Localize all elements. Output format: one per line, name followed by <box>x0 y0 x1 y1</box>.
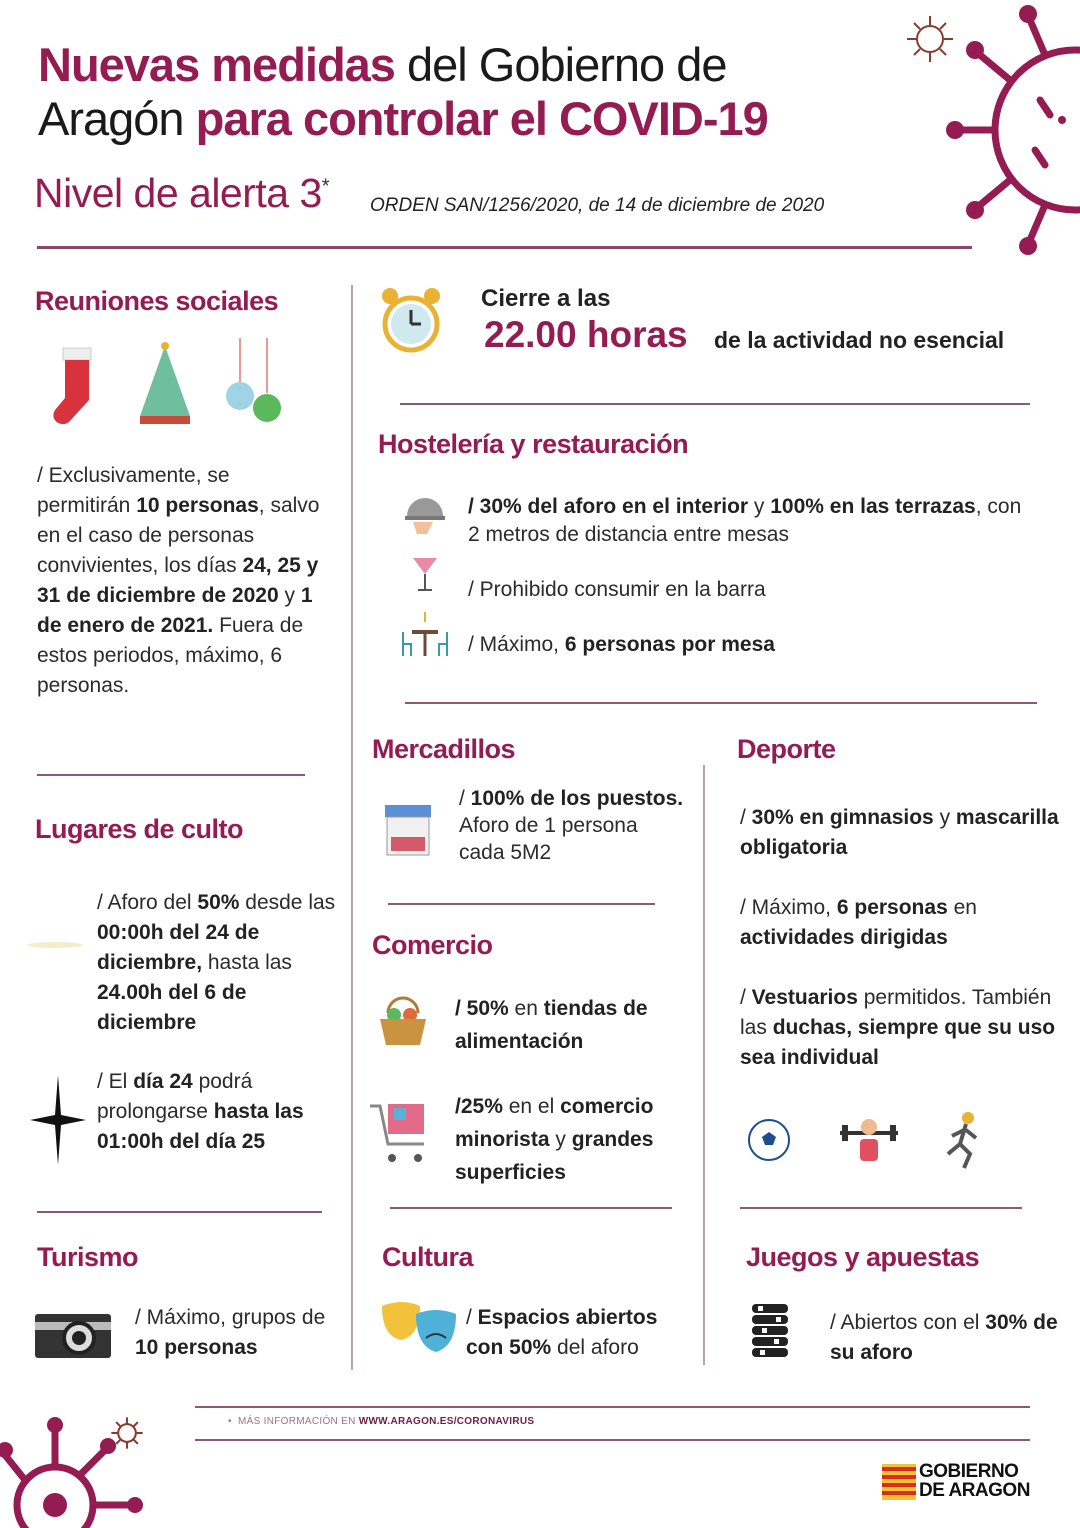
text-segment: / <box>740 986 752 1009</box>
column-divider-left <box>351 285 353 1370</box>
bullet: • <box>228 1416 232 1427</box>
logo-line-2: DE ARAGON <box>919 1480 1030 1501</box>
mercadillos-text <box>459 785 684 866</box>
bold-text: comercio minorista <box>455 1095 654 1151</box>
more-info <box>228 1416 534 1427</box>
reuniones-text <box>37 461 327 701</box>
text-segment: / <box>740 806 752 829</box>
heading-comercio: Comercio <box>372 930 493 960</box>
text-segment: / El <box>97 1070 134 1093</box>
bold-text: hasta las 01:00h del día 25 <box>97 1100 304 1153</box>
bold-text: Espacios abiertos con 50% <box>466 1306 658 1359</box>
casino-chips-icon <box>748 1300 792 1358</box>
closing-suffix: de la actividad no esencial <box>714 327 1005 353</box>
hosteleria-item-mesa <box>468 630 1038 660</box>
bold-text: / 50% <box>455 997 509 1020</box>
cloche-icon <box>403 490 447 536</box>
cultura-text <box>466 1303 696 1363</box>
footer-divider-bottom <box>195 1439 1030 1441</box>
divider <box>388 903 655 905</box>
runner-icon <box>942 1110 982 1170</box>
more-info-prefix: MÁS INFORMACIÓN EN <box>237 1416 359 1427</box>
text-segment: y <box>748 495 771 518</box>
logo-line-1: GOBIERNO <box>919 1461 1019 1482</box>
footer-divider-top <box>195 1406 1030 1408</box>
christmas-ornament-icon <box>225 338 285 428</box>
text-segment: en el <box>502 1095 561 1118</box>
heading-hosteleria: Hostelería y restauración <box>378 429 689 459</box>
title-line-2 <box>38 92 768 146</box>
comercio-item-minorista <box>455 1090 700 1189</box>
text-segment: , salvo en el caso de personas convivientes, los días <box>37 494 320 577</box>
text-segment: Aforo de 1 persona cada 5M2 <box>459 814 638 864</box>
more-info-link[interactable]: WWW.ARAGON.ES/CORONAVIRUS <box>358 1416 535 1427</box>
juegos-text <box>830 1308 1060 1368</box>
text-segment: del Gobierno de <box>394 38 727 91</box>
text-segment: Fuera de estos periodos, máximo, 6 personas. <box>37 614 304 697</box>
bold-text: 100% de los puestos. <box>470 787 684 810</box>
aragon-flag-icon <box>882 1464 916 1500</box>
star-icon <box>30 1075 86 1165</box>
bold-text: duchas, siempre que su uso sea individual <box>740 1016 1056 1069</box>
bold-text: 30% en gimnasios <box>751 806 934 829</box>
bold-text: 24, 25 y 31 de diciembre de 2020 <box>37 554 319 607</box>
bold-text: Vestuarios <box>751 986 858 1009</box>
table-chairs-icon <box>400 612 450 658</box>
bold-text: para controlar el COVID-19 <box>195 92 768 145</box>
bold-text: 10 personas <box>135 1336 258 1359</box>
bold-text: mascarilla obligatoria <box>740 806 1059 859</box>
bold-text: 50% <box>197 891 240 914</box>
bold-text: 6 personas por mesa <box>564 633 775 656</box>
bold-text: grandes superficies <box>455 1128 654 1184</box>
bold-text: actividades dirigidas <box>740 926 948 949</box>
deporte-item-vestuarios <box>740 983 1060 1073</box>
hosteleria-item-aforo <box>468 493 1038 549</box>
hosteleria-item-barra <box>468 575 1038 605</box>
comercio-item-alimentacion <box>455 992 695 1058</box>
christmas-tree-icon <box>135 338 195 428</box>
bold-text: 00:00h del 24 de diciembre, <box>97 921 260 974</box>
text-segment: podrá prolongarse <box>97 1070 253 1123</box>
heading-deporte: Deporte <box>737 734 836 764</box>
alert-asterisk: * <box>321 175 330 198</box>
shopping-cart-icon <box>368 1100 432 1166</box>
bold-text: tiendas de alimentación <box>455 997 648 1053</box>
order-reference: ORDEN SAN/1256/2020, de 14 de diciembre de 2020 <box>370 195 825 216</box>
alert-level-text: Nivel de alerta 3 <box>34 170 322 216</box>
column-divider-right <box>703 765 705 1365</box>
grocery-basket-icon <box>376 993 430 1047</box>
bold-text: día 24 <box>133 1070 193 1093</box>
small-virus-icon <box>905 14 955 64</box>
turismo-text <box>135 1303 340 1363</box>
text-segment: / Abiertos con el <box>830 1311 986 1334</box>
weightlifting-icon <box>838 1115 900 1167</box>
text-segment: en <box>508 997 544 1020</box>
gobierno-aragon-logo <box>882 1462 1037 1502</box>
deporte-item-gimnasios <box>740 803 1060 863</box>
heading-reuniones-sociales: Reuniones sociales <box>35 286 279 316</box>
heading-lugares-de-culto: Lugares de culto <box>35 814 244 844</box>
culto-item-aforo <box>97 888 345 1038</box>
text-segment: / Aforo del <box>97 891 198 914</box>
text-segment: y <box>933 806 956 829</box>
bold-text: 10 personas <box>136 494 259 517</box>
text-segment: y <box>549 1128 572 1151</box>
divider <box>400 403 1030 405</box>
closing-prefix: Cierre a las <box>481 285 611 312</box>
closing-time: 22.00 horas <box>484 314 688 355</box>
christmas-stocking-icon <box>45 340 100 428</box>
text-segment: hasta las <box>202 951 292 974</box>
theater-masks-icon <box>380 1300 458 1356</box>
deporte-item-actividades <box>740 893 1060 953</box>
heading-juegos-apuestas: Juegos y apuestas <box>746 1242 980 1272</box>
text-segment: / Máximo, <box>740 896 837 919</box>
text-segment: / <box>459 787 471 810</box>
bold-text: / 30% del aforo en el interior <box>468 495 749 518</box>
divider <box>405 702 1037 704</box>
alert-level <box>34 170 329 217</box>
small-virus-icon-bottom <box>110 1416 144 1450</box>
text-segment: permitidos. También las <box>740 986 1052 1039</box>
bold-text: 1 de enero de 2021. <box>37 584 313 637</box>
divider <box>740 1207 1022 1209</box>
text-segment: / Máximo, grupos de <box>135 1306 326 1329</box>
text-segment: , con 2 metros de distancia entre mesas <box>468 495 1022 546</box>
heading-cultura: Cultura <box>382 1242 473 1272</box>
bold-text: /25% <box>455 1095 503 1118</box>
camera-icon <box>35 1308 111 1358</box>
text-segment: y <box>278 584 301 607</box>
bold-text: 24.00h del 6 de diciembre <box>97 981 247 1034</box>
text-segment: Aragón <box>38 92 196 145</box>
header-divider <box>37 246 972 249</box>
cocktail-icon <box>410 550 440 595</box>
text-segment: del aforo <box>551 1336 639 1359</box>
text-segment: desde las <box>239 891 336 914</box>
light-glow-icon <box>25 930 85 960</box>
page-title <box>38 38 768 146</box>
market-stall-icon <box>383 803 433 857</box>
divider <box>390 1207 672 1209</box>
title-line-1 <box>38 38 768 92</box>
text-segment: / Máximo, <box>468 633 565 656</box>
bold-text: 100% en las terrazas <box>770 495 976 518</box>
divider <box>37 774 305 776</box>
alarm-clock-icon <box>380 284 442 358</box>
text-segment: / Exclusivamente, se permitirán <box>37 464 230 517</box>
heading-mercadillos: Mercadillos <box>372 734 516 764</box>
text-segment: / <box>466 1306 478 1329</box>
bold-text: 30% de su aforo <box>830 1311 1058 1364</box>
culto-item-dia-24 <box>97 1067 345 1157</box>
heading-turismo: Turismo <box>37 1242 139 1272</box>
virus-icon <box>940 0 1080 262</box>
bold-text: Nuevas medidas <box>38 38 395 91</box>
bold-text: 6 personas <box>836 896 948 919</box>
divider <box>37 1211 322 1213</box>
text-segment: en <box>947 896 977 919</box>
text-segment: / Prohibido consumir en la barra <box>468 578 766 601</box>
soccer-ball-icon <box>747 1118 791 1162</box>
